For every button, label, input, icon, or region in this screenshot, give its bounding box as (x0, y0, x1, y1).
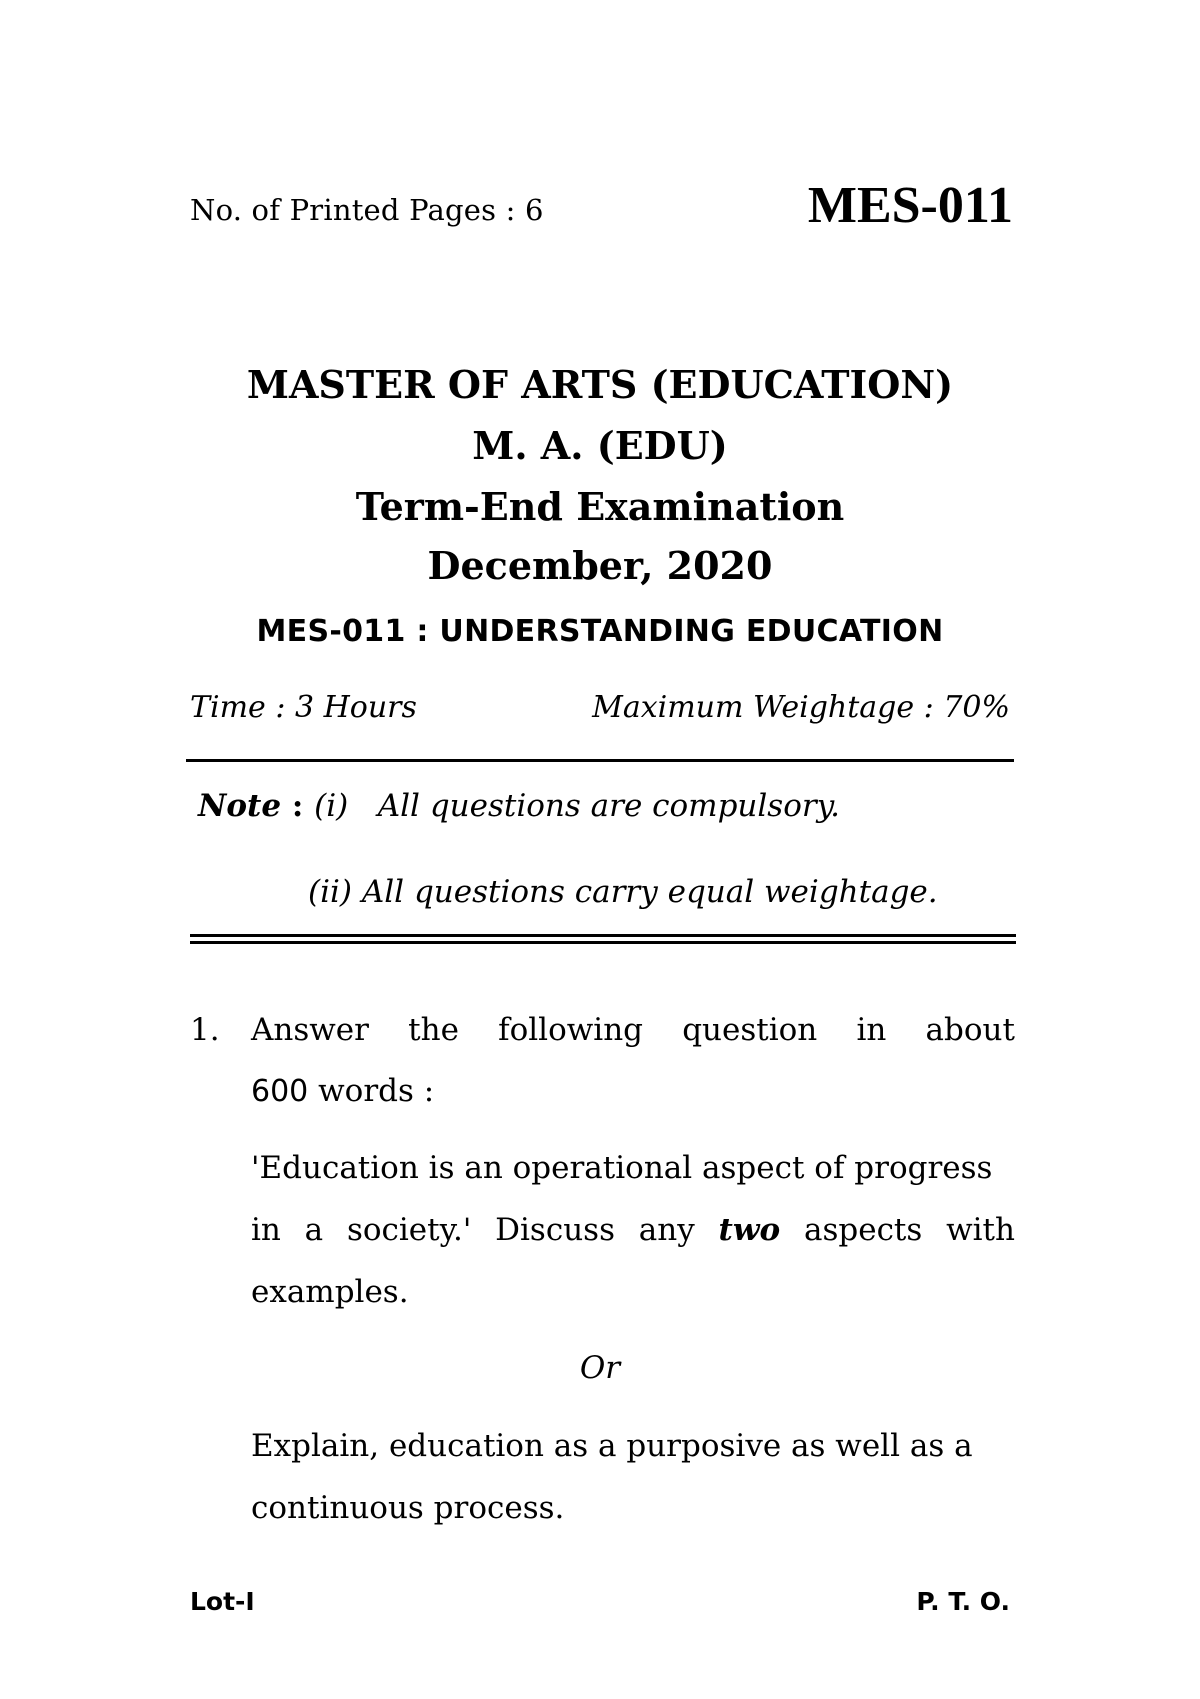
word: following (498, 1012, 644, 1048)
divider-line (186, 759, 1014, 762)
program-title: MASTER OF ARTS (EDUCATION) (246, 362, 954, 407)
question-alternative-line-1: Explain, education as a purposive as well as a (251, 1428, 973, 1464)
question-quote-line-2 (251, 1212, 1015, 1252)
word: in (251, 1212, 281, 1248)
word: any (638, 1212, 695, 1248)
word-count-suffix: words : (308, 1073, 435, 1109)
question-quote-line-3: examples. (251, 1274, 409, 1310)
question-alternative-line-2: continuous process. (251, 1490, 565, 1526)
exam-time: Time : 3 Hours (190, 690, 417, 725)
note-label: Note (198, 788, 282, 824)
word: a (304, 1212, 324, 1248)
double-divider-line (190, 934, 1016, 944)
word: with (946, 1212, 1015, 1248)
or-separator: Or (579, 1350, 621, 1386)
footer-pto: P. T. O. (916, 1587, 1010, 1616)
note-colon: : (281, 788, 315, 824)
paper-code: MES-011 (807, 177, 1013, 234)
word: Answer (251, 1012, 369, 1048)
word: question (682, 1012, 818, 1048)
emphasis-word: two (718, 1212, 781, 1248)
word: Discuss (495, 1212, 615, 1248)
question-instruction-line-2 (251, 1073, 1015, 1109)
course-title: MES-011 : UNDERSTANDING EDUCATION (256, 614, 944, 649)
question-instruction-line-1 (251, 1012, 1015, 1052)
question-quote-line-1: 'Education is an operational aspect of progress (251, 1150, 993, 1186)
word: aspects (803, 1212, 923, 1248)
max-weightage: Maximum Weightage : 70% (592, 690, 1010, 725)
exam-title: Term-End Examination (355, 484, 845, 529)
word-count: 600 (251, 1074, 309, 1109)
exam-session: December, 2020 (427, 543, 773, 588)
question-number: 1. (190, 1012, 220, 1048)
printed-pages-count: No. of Printed Pages : 6 (190, 193, 544, 227)
footer-lot: Lot-I (190, 1587, 255, 1616)
word: society.' (346, 1212, 472, 1248)
word: the (408, 1012, 459, 1048)
program-short-title: M. A. (EDU) (472, 423, 728, 468)
note-item-2: (ii) All questions carry equal weightage. (308, 874, 938, 910)
word: about (925, 1012, 1015, 1048)
note-item-1 (198, 788, 840, 824)
word: in (856, 1012, 887, 1048)
note-text-1: (i) All questions are compulsory. (314, 788, 840, 824)
exam-info-row (190, 690, 1010, 725)
